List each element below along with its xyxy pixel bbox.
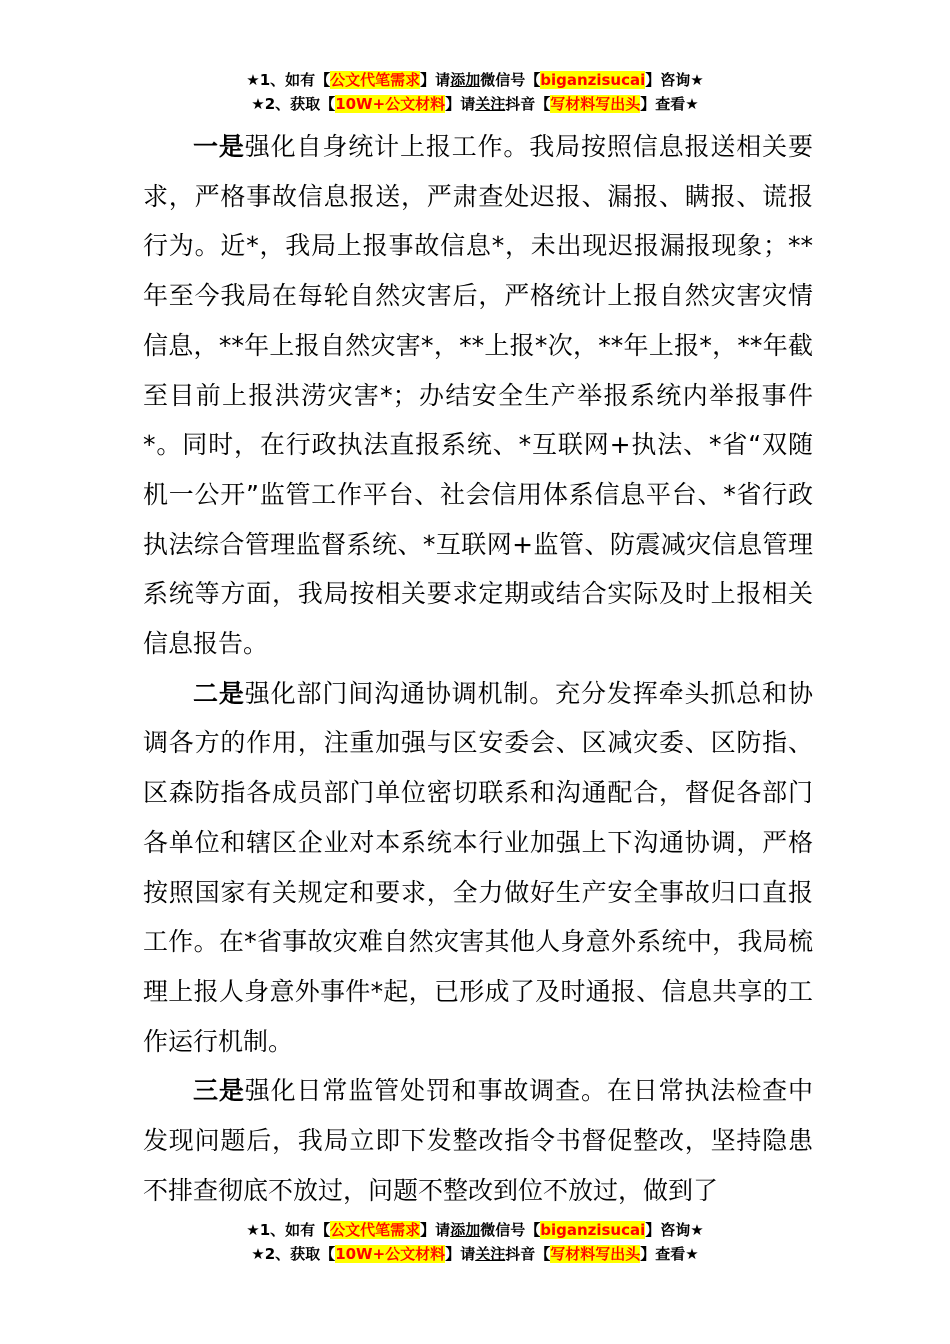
ad-text: 】请 bbox=[445, 95, 476, 113]
ad-highlight: 写材料写出头 bbox=[550, 1245, 641, 1263]
header-ad-banner bbox=[0, 68, 950, 116]
ad-highlight: biganzisucai bbox=[540, 1221, 646, 1239]
paragraph-lead: 一是 bbox=[193, 132, 245, 161]
paragraph-text: 强化部门间沟通协调机制。充分发挥牵头抓总和协调各方的作用，注重加强与区安委会、区减灾委、区防指、区森防指各成员部门单位密切联系和沟通配合，督促各部门各单位和辖区企业对本系统本行业加强上下沟通协调，严格按照国家有关规定和要求，全力做好生产安全事故归口直报工作。在*省事故灾难自然灾害其他人身意外系统中，我局梳理上报人身意外事件*起，已形成了及时通报、信息共享的工作运行机制。 bbox=[143, 678, 813, 1056]
paragraph-text: 强化日常监管处罚和事故调查。在日常执法检查中发现问题后，我局立即下发整改指令书督促整改，坚持隐患不排查彻底不放过，问题不整改到位不放过，做到了 bbox=[143, 1076, 813, 1205]
paragraph-3 bbox=[143, 1066, 813, 1215]
ad-text: 】查看★ bbox=[640, 1245, 699, 1263]
ad-highlight: biganzisucai bbox=[540, 71, 646, 89]
ad-emphasis: 添加 bbox=[450, 71, 481, 89]
paragraph-lead: 三是 bbox=[193, 1076, 245, 1106]
document-body bbox=[143, 122, 813, 1215]
ad-line-2 bbox=[0, 92, 950, 116]
ad-emphasis: 添加 bbox=[450, 1221, 481, 1239]
paragraph-2 bbox=[143, 669, 813, 1067]
paragraph-text: 强化自身统计上报工作。我局按照信息报送相关要求，严格事故信息报送，严肃查处迟报、漏报、瞒报、谎报行为。近*，我局上报事故信息*，未出现迟报漏报现象；**年至今我局在每轮自然灾害后，严格统计上报自然灾害灾情信息，**年上报自然灾害*，**上报*次，**年上报*，**年截至目前上报洪涝灾害*；办结安全生产举报系统内举报事件*。同时，在行政执法直报系统、*互联网+执法、*省“双随机一公开”监管工作平台、社会信用体系信息平台、*省行政执法综合管理监督系统、*互联网+监管、防震减灾信息管理系统等方面，我局按相关要求定期或结合实际及时上报相关信息报告。 bbox=[143, 132, 813, 659]
ad-highlight: 公文代笔需求 bbox=[330, 1221, 421, 1239]
ad-highlight: 公文代笔需求 bbox=[330, 71, 421, 89]
ad-line-1 bbox=[0, 68, 950, 92]
ad-text: 抖音【 bbox=[505, 1245, 551, 1263]
ad-text: 微信号【 bbox=[480, 1221, 541, 1239]
paragraph-1 bbox=[143, 122, 813, 669]
ad-text: ★1、如有【 bbox=[246, 1221, 331, 1239]
footer-ad-banner bbox=[0, 1218, 950, 1266]
ad-text: ★2、获取【 bbox=[251, 95, 336, 113]
paragraph-lead: 二是 bbox=[193, 678, 245, 708]
ad-text: 微信号【 bbox=[480, 71, 541, 89]
ad-line-1 bbox=[0, 1218, 950, 1242]
ad-text: ★2、获取【 bbox=[251, 1245, 336, 1263]
ad-emphasis: 关注 bbox=[475, 95, 506, 113]
ad-text: 】请 bbox=[445, 1245, 476, 1263]
ad-line-2 bbox=[0, 1242, 950, 1266]
ad-text: 】请 bbox=[420, 71, 451, 89]
ad-highlight: 10W+公文材料 bbox=[335, 1245, 446, 1263]
ad-text: ★1、如有【 bbox=[246, 71, 331, 89]
ad-highlight: 10W+公文材料 bbox=[335, 95, 446, 113]
ad-emphasis: 关注 bbox=[475, 1245, 506, 1263]
ad-text: 】咨询★ bbox=[645, 71, 704, 89]
ad-text: 】请 bbox=[420, 1221, 451, 1239]
ad-text: 】咨询★ bbox=[645, 1221, 704, 1239]
ad-highlight: 写材料写出头 bbox=[550, 95, 641, 113]
ad-text: 】查看★ bbox=[640, 95, 699, 113]
ad-text: 抖音【 bbox=[505, 95, 551, 113]
